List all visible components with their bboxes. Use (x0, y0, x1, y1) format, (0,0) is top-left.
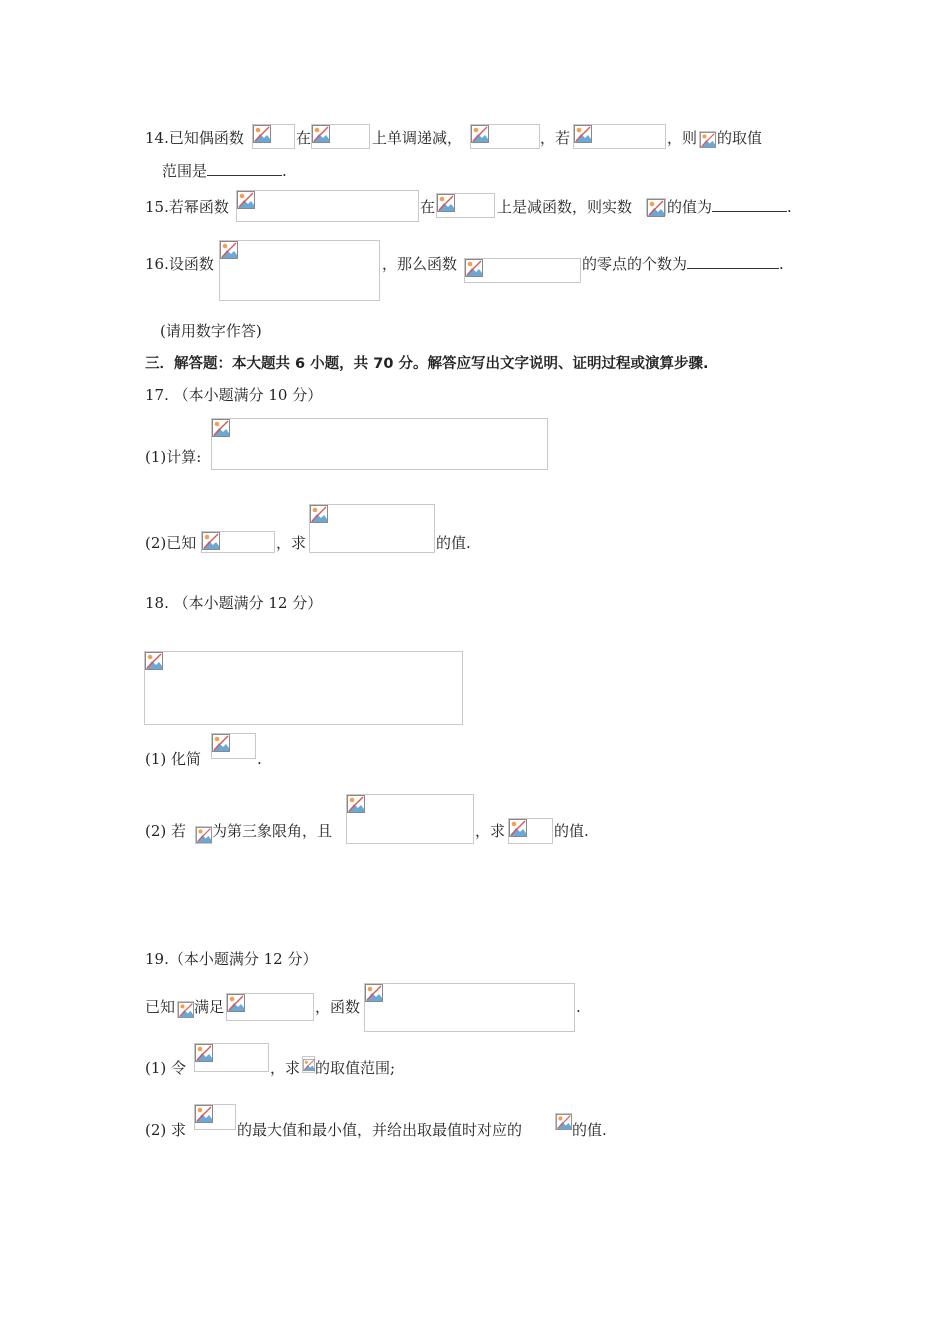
q14-text-4: ，若 (540, 129, 571, 147)
formula-image (194, 1104, 236, 1130)
answer-blank (712, 197, 787, 212)
formula-image (436, 193, 495, 218)
broken-image-icon (212, 734, 230, 752)
broken-image-icon (556, 1114, 572, 1130)
broken-image-icon (437, 194, 455, 212)
broken-image-icon (471, 125, 489, 143)
q15-text-1: 15.若幂函数 (145, 198, 229, 216)
q19-stem-3: ，函数 (315, 998, 361, 1016)
q18-part2-c: ，求 (475, 822, 506, 840)
q14-text-3: 上单调递减， (372, 129, 463, 147)
q14-text-7: 范围是 (162, 162, 208, 180)
broken-image-icon (220, 241, 238, 259)
q17-header: 17. （本小题满分 10 分） (145, 386, 323, 404)
broken-image-icon (195, 1105, 213, 1123)
formula-image (309, 504, 435, 553)
broken-image-icon (574, 125, 592, 143)
formula-image (252, 124, 295, 149)
formula-image (364, 983, 575, 1032)
formula-image (177, 1001, 194, 1018)
q14-line2 (162, 161, 287, 181)
broken-image-icon (700, 132, 716, 148)
q17-part2-b: ，求 (276, 534, 307, 552)
formula-image (211, 418, 548, 470)
q19-part1-b: ，求 (270, 1059, 301, 1077)
broken-image-icon (227, 994, 245, 1012)
formula-image (302, 1056, 315, 1073)
q19-stem-4: . (576, 998, 581, 1016)
formula-image (144, 651, 463, 725)
formula-image (311, 124, 370, 149)
q19-part2-c: 的值. (572, 1121, 607, 1139)
q16-text-1: 16.设函数 (145, 255, 214, 273)
section-heading: 三．解答题：本大题共 6 小题，共 70 分。解答应写出文字说明、证明过程或演算步骤. (145, 356, 709, 372)
q18-part1-a: (1) 化简 (145, 750, 202, 768)
q15-text-5: . (787, 198, 792, 216)
formula-image (464, 258, 581, 283)
broken-image-icon (195, 1044, 213, 1062)
q16-text-3a: 的零点的个数为 (582, 255, 688, 273)
formula-image (201, 531, 275, 553)
formula-image (226, 993, 314, 1021)
answer-blank (207, 161, 282, 176)
formula-image (219, 240, 380, 301)
q14-text-8: . (282, 162, 287, 180)
broken-image-icon (365, 984, 383, 1002)
formula-image (470, 124, 540, 149)
q19-header: 19.（本小题满分 12 分） (145, 950, 318, 968)
q17-part1: (1)计算: (145, 448, 202, 466)
broken-image-icon (212, 419, 230, 437)
broken-image-icon (145, 652, 163, 670)
broken-image-icon (196, 827, 212, 843)
q14-text-1: 14.已知偶函数 (145, 129, 244, 147)
broken-image-icon (303, 1057, 315, 1073)
q14-text-2: 在 (296, 129, 312, 147)
q15-text-4a: 的值为 (667, 198, 713, 216)
broken-image-icon (312, 125, 330, 143)
q14-text-5: ，则 (667, 129, 698, 147)
broken-image-icon (310, 505, 328, 523)
q19-part2-a: (2) 求 (145, 1121, 187, 1139)
formula-image (346, 794, 474, 844)
broken-image-icon (178, 1002, 194, 1018)
q18-part1-b: . (257, 750, 262, 768)
answer-blank (687, 254, 779, 269)
broken-image-icon (465, 259, 483, 277)
q15-text-3: 上是减函数，则实数 (497, 198, 633, 216)
q16-text-4: . (779, 255, 784, 273)
formula-image (195, 826, 212, 844)
broken-image-icon (509, 819, 527, 837)
formula-image (646, 198, 666, 216)
formula-image (555, 1113, 572, 1130)
q17-part2-c: 的值. (436, 534, 471, 552)
broken-image-icon (237, 191, 255, 209)
q15-text-2: 在 (420, 198, 436, 216)
broken-image-icon (202, 532, 220, 550)
q19-stem-2: 满足 (194, 998, 225, 1016)
formula-image (573, 124, 666, 149)
q18-part2-b: 为第三象限角，且 (212, 822, 333, 840)
q19-stem-1: 已知 (145, 998, 176, 1016)
q16-text-3 (582, 254, 784, 274)
formula-image (211, 733, 256, 759)
q18-part2-d: 的值. (554, 822, 589, 840)
q16-note: (请用数字作答) (160, 322, 262, 340)
broken-image-icon (647, 199, 665, 217)
formula-image (236, 190, 419, 222)
q15-text-4 (667, 197, 792, 217)
formula-image (699, 131, 716, 148)
broken-image-icon (347, 795, 365, 813)
q19-part1-c: 的取值范围; (315, 1059, 396, 1077)
q16-text-2: ，那么函数 (382, 255, 458, 273)
q18-header: 18. （本小题满分 12 分） (145, 594, 323, 612)
formula-image (194, 1043, 269, 1072)
q19-part1-a: (1) 令 (145, 1059, 187, 1077)
q18-part2-a: (2) 若 (145, 822, 187, 840)
q17-part2-a: (2)已知 (145, 534, 197, 552)
q19-part2-b: 的最大值和最小值，并给出取最值时对应的 (237, 1121, 523, 1139)
broken-image-icon (253, 125, 271, 143)
formula-image (508, 818, 553, 844)
q14-text-6: 的取值 (717, 129, 763, 147)
